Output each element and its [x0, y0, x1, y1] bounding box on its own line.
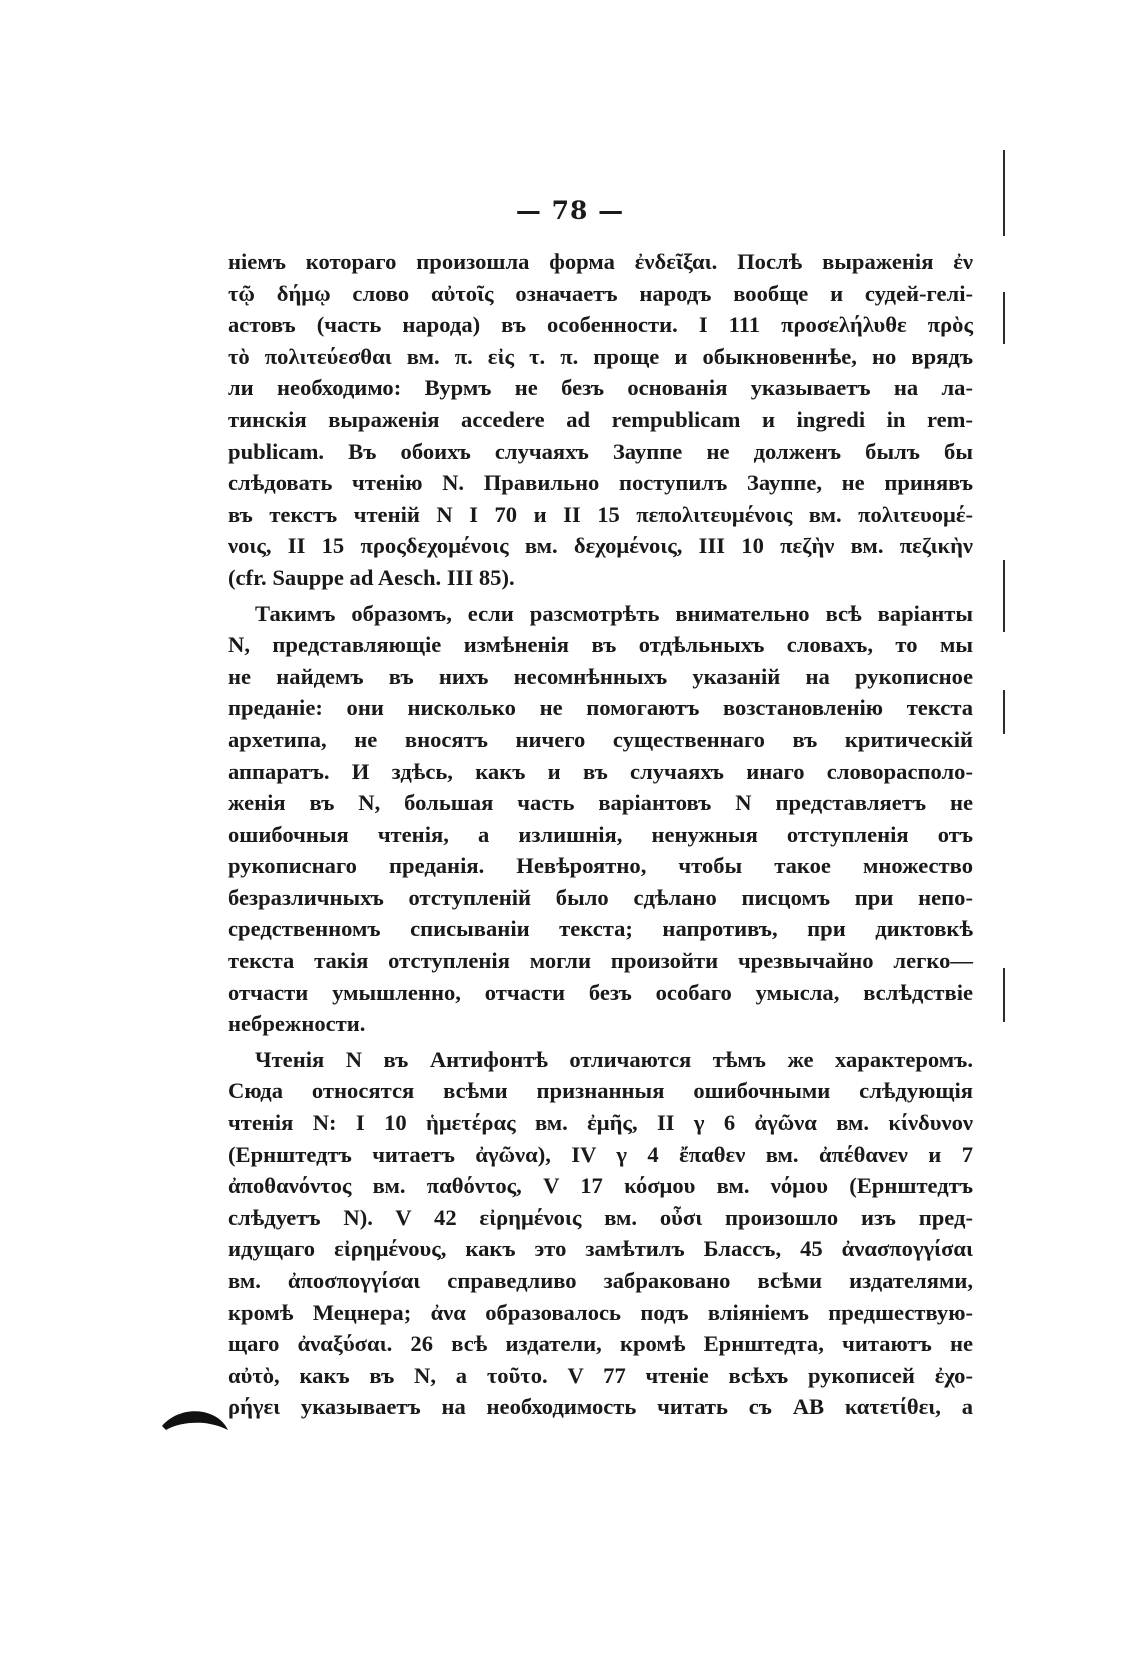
text-line: (Ернштедтъ читаетъ ἀγῶνα), IV γ 4 ἔπαθεν вм. ἀπέθανεν и 7: [228, 1141, 973, 1167]
text-line: τὸ πολιτεύεσθαι вм. π. εἰς τ. π. проще и обыкновеннѣе, но врядъ: [228, 343, 973, 369]
text-line: ἀποθανόντος вм. παθόντος, V 17 κόσμου вм. νόμου (Ернштедтъ: [228, 1173, 973, 1199]
text-line: νοις, II 15 προςδεχομένοις вм. δεχομένοις, III 10 πεζὴν вм. πεζικὴν: [228, 533, 973, 559]
page-edge-line: [1003, 292, 1005, 344]
text-line: въ текстъ чтеній N I 70 и II 15 πεπολιτευμένοις вм. πολιτευομέ-: [228, 501, 973, 527]
page-edge-line: [1003, 560, 1005, 632]
text-line: женія въ N, большая часть варіантовъ N представляетъ не: [228, 790, 973, 816]
text-line: Чтенія N въ Антифонтѣ отличаются тѣмъ же характеромъ.: [255, 1046, 973, 1072]
text-line: безразличныхъ отступленій было сдѣлано писцомъ при непо-: [228, 884, 973, 910]
text-line: астовъ (часть народа) въ особенности. I 111 προσελήλυθε πρὸς: [228, 312, 973, 338]
text-line: ρήγει указываетъ на необходимость читать съ AB κατετίθει, а: [228, 1394, 973, 1420]
text-line: ніемъ котораго произошла форма ἐνδεῖξαι. Послѣ выраженія ἐν: [228, 249, 973, 274]
text-line: αὐτὸ, какъ въ N, а τοῦτο. V 77 чтеніе всѣхъ рукописей ἐχο-: [228, 1362, 973, 1388]
text-line: ли необходимо: Вурмъ не безъ основанія указываетъ на ла-: [228, 375, 973, 401]
text-line: идущаго εἰρημένους, какъ это замѣтилъ Блассъ, 45 ἀνασπογγίσαι: [228, 1236, 973, 1262]
text-line: ошибочныя чтенія, а излишнія, ненужныя отступленія отъ: [228, 821, 973, 847]
ink-blot-mark: [160, 1404, 230, 1436]
text-line: слѣдуетъ N). V 42 εἰρημένοις вм. οὖσι произошло изъ пред-: [228, 1204, 973, 1230]
text-line: вм. ἀποσπογγίσαι справедливо забраковано всѣми издателями,: [228, 1268, 973, 1293]
page-edge-line: [1003, 690, 1005, 734]
text-line: небрежности.: [228, 1011, 366, 1037]
text-line: средственномъ списываніи текста; напротивъ, при диктовкѣ: [228, 916, 973, 942]
page-number: — 78 —: [515, 196, 625, 225]
text-line: кромѣ Мецнера; ἀνα образовалось подъ вліяніемъ предшествую-: [228, 1299, 973, 1325]
text-line: рукописнаго преданія. Невѣроятно, чтобы такое множество: [228, 853, 973, 879]
text-line: текста такія отступленія могли произойти чрезвычайно легко—: [228, 948, 973, 974]
text-line: тинскія выраженія accedere ad rempublicam и ingredi in rem-: [228, 406, 973, 432]
text-line: слѣдовать чтенію N. Правильно поступилъ Зауппе, не принявъ: [228, 470, 973, 496]
text-line: Такимъ образомъ, если разсмотрѣть внимательно всѣ варіанты: [255, 600, 973, 626]
text-line: преданіе: они нисколько не помогаютъ возстановленію текста: [228, 695, 973, 721]
text-line: щаго ἀναξύσαι. 26 всѣ издатели, кромѣ Ернштедта, читаютъ не: [228, 1331, 973, 1357]
page-edge-line: [1003, 968, 1005, 1022]
text-line: τῷ δήμῳ слово αὐτοῖς означаетъ народъ вообще и судей-гелі-: [228, 280, 973, 306]
text-line: не найдемъ въ нихъ несомнѣнныхъ указаній на рукописное: [228, 663, 973, 689]
text-line: чтенія N: I 10 ἡμετέρας вм. ἐμῆς, II γ 6 ἀγῶνα вм. κίνδυνον: [228, 1110, 973, 1136]
page-edge-line: [1003, 150, 1005, 236]
text-line: аппаратъ. И здѣсь, какъ и въ случаяхъ инаго словорасполо-: [228, 758, 973, 784]
text-line: publicam. Въ обоихъ случаяхъ Зауппе не долженъ былъ бы: [228, 438, 973, 464]
text-line: архетипа, не вносятъ ничего существеннаго въ критическій: [228, 726, 973, 752]
body-text: [228, 246, 973, 1423]
text-line: (cfr. Sauppe ad Aesch. III 85).: [228, 564, 515, 590]
text-line: отчасти умышленно, отчасти безъ особаго умысла, вслѣдствіе: [228, 979, 973, 1005]
text-line: Сюда относятся всѣми признанныя ошибочными слѣдующія: [228, 1078, 973, 1104]
text-line: N, представляющіе измѣненія въ отдѣльныхъ словахъ, то мы: [228, 632, 973, 658]
